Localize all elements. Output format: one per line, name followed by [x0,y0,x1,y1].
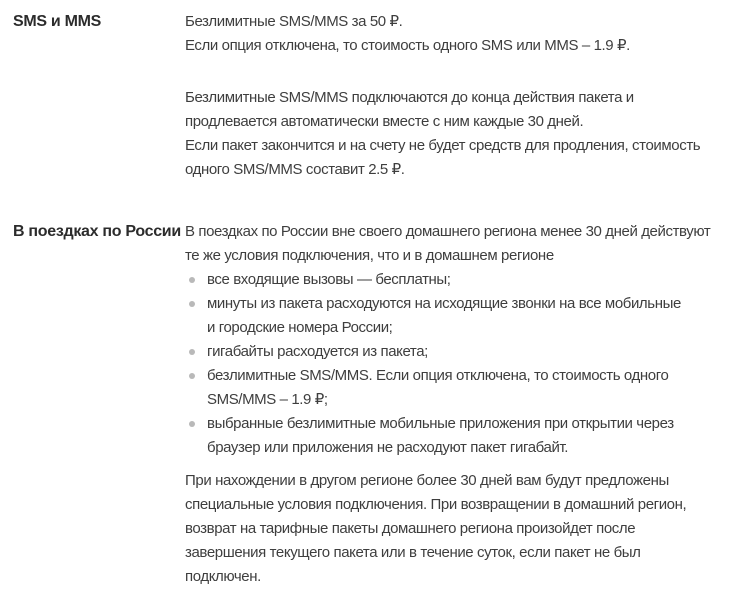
paragraph-sms-price [185,10,741,58]
paragraph-travel-outro [185,469,741,589]
text-line: продлевается автоматически вместе с ним каждые 30 дней. [185,113,584,130]
list-item [185,268,741,292]
text-line: SMS/MMS – 1.9 ₽; [207,391,328,408]
section-body-travel-russia [185,220,741,589]
bullet-icon [189,277,195,283]
list-item [185,412,741,460]
text-line: те же условия подключения, что и в домашнем регионе [185,247,554,264]
text-line: Безлимитные SMS/MMS за 50 ₽. [185,13,403,30]
list-item [185,364,741,412]
text-line: Безлимитные SMS/MMS подключаются до конца действия пакета и [185,89,634,106]
text-line: выбранные безлимитные мобильные приложения при открытии через [207,415,674,432]
paragraph-travel-intro [185,220,741,268]
text-line: В поездках по России вне своего домашнего региона менее 30 дней действуют [185,223,711,240]
section-travel-russia [13,220,741,589]
list-item [185,340,741,364]
list-item [185,292,741,340]
text-line: При нахождении в другом регионе более 30 дней вам будут предложены [185,472,669,489]
section-body-sms-mms [185,10,741,182]
bullet-icon [189,421,195,427]
text-line: все входящие вызовы — бесплатны; [207,271,451,288]
text-line: безлимитные SMS/MMS. Если опция отключена, то стоимость одного [207,367,669,384]
bullet-icon [189,301,195,307]
section-heading-travel-russia: В поездках по России [13,223,181,240]
text-line: Если пакет закончится и на счету не будет средств для продления, стоимость [185,137,701,154]
paragraph-sms-renewal [185,86,741,182]
text-line: минуты из пакета расходуются на исходящие звонки на все мобильные [207,295,681,312]
text-line: одного SMS/MMS составит 2.5 ₽. [185,161,405,178]
section-heading-sms-mms: SMS и MMS [13,13,102,30]
text-line: возврат на тарифные пакеты домашнего региона произойдет после [185,520,636,537]
travel-conditions-list [185,268,741,460]
text-line: Если опция отключена, то стоимость одного SMS или MMS – 1.9 ₽. [185,37,630,54]
text-line: гигабайты расходуется из пакета; [207,343,428,360]
text-line: браузер или приложения не расходуют пакет гигабайт. [207,439,569,456]
text-line: специальные условия подключения. При возвращении в домашний регион, [185,496,687,513]
text-line: завершения текущего пакета или в течение суток, если пакет не был [185,544,641,561]
bullet-icon [189,349,195,355]
section-sms-mms [13,10,741,182]
text-line: подключен. [185,568,261,585]
text-line: и городские номера России; [207,319,393,336]
bullet-icon [189,373,195,379]
